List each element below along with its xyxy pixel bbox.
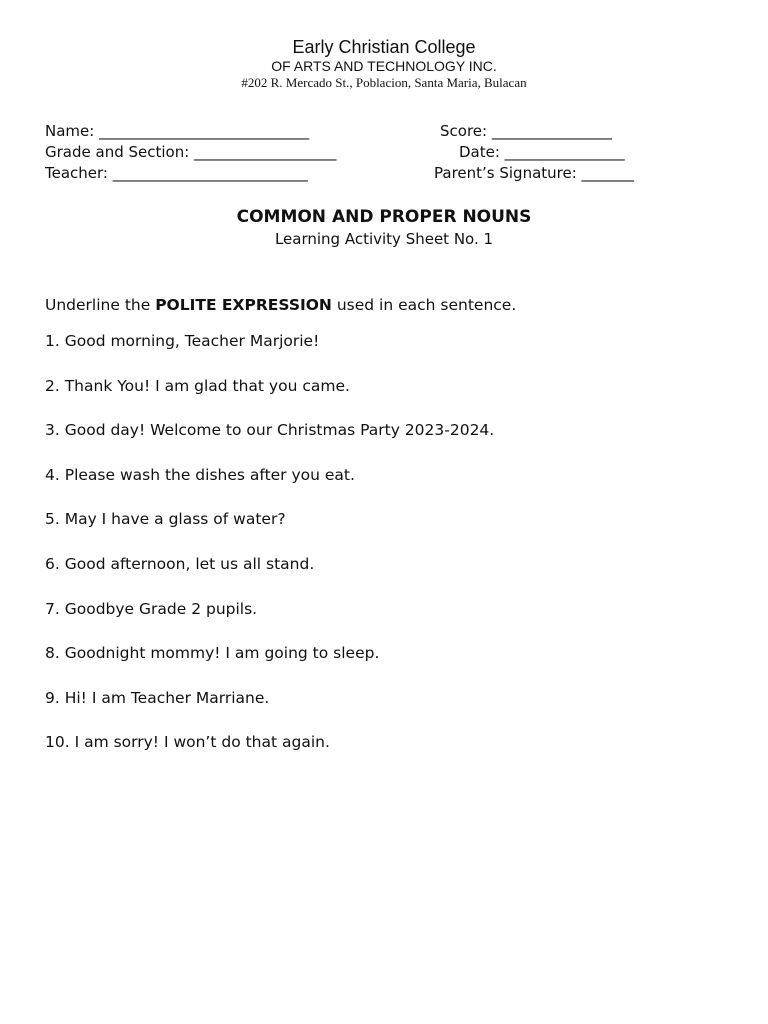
teacher-field: Teacher: __________________________ — [45, 164, 308, 182]
worksheet-title: COMMON AND PROPER NOUNS — [236, 207, 532, 227]
instruction-emphasis: POLITE EXPRESSION — [155, 296, 332, 314]
instruction-before: Underline the — [45, 296, 156, 314]
score-field: Score: ________________ — [440, 122, 612, 140]
info-row-1 — [45, 121, 725, 142]
worksheet-subtitle: Learning Activity Sheet No. 1 — [274, 230, 494, 248]
school-address: #202 R. Mercado St., Poblacion, Santa Maria, Bulacan — [241, 75, 527, 90]
parent-signature-field: Parent’s Signature: _______ — [434, 164, 635, 182]
date-field: Date: ________________ — [459, 143, 625, 161]
sentence-item: 2. Thank You! I am glad that you came. — [45, 376, 350, 395]
student-info-block — [45, 121, 725, 184]
sentence-item: 6. Good afternoon, let us all stand. — [45, 554, 315, 573]
instruction-after: used in each sentence. — [331, 296, 517, 314]
sentence-list — [45, 331, 494, 777]
sentence-item: 4. Please wash the dishes after you eat. — [45, 465, 355, 484]
school-subtitle: OF ARTS AND TECHNOLOGY INC. — [271, 58, 497, 74]
sentence-item: 9. Hi! I am Teacher Marriane. — [45, 688, 270, 707]
sentence-item: 8. Goodnight mommy! I am going to sleep. — [45, 644, 380, 663]
grade-section-field: Grade and Section: ___________________ — [45, 143, 337, 161]
info-row-2 — [45, 142, 725, 163]
sentence-item: 1. Good morning, Teacher Marjorie! — [45, 332, 320, 350]
instruction-text — [45, 295, 516, 315]
name-field: Name: ____________________________ — [45, 122, 310, 140]
sentence-item: 3. Good day! Welcome to our Christmas Party 2023-2024. — [45, 421, 495, 440]
sentence-item: 10. I am sorry! I won’t do that again. — [45, 733, 330, 752]
sentence-item: 7. Goodbye Grade 2 pupils. — [45, 599, 258, 618]
sentence-item: 5. May I have a glass of water? — [45, 510, 286, 529]
school-name: Early Christian College — [292, 37, 476, 57]
school-header — [0, 36, 768, 91]
info-row-3 — [45, 163, 725, 184]
